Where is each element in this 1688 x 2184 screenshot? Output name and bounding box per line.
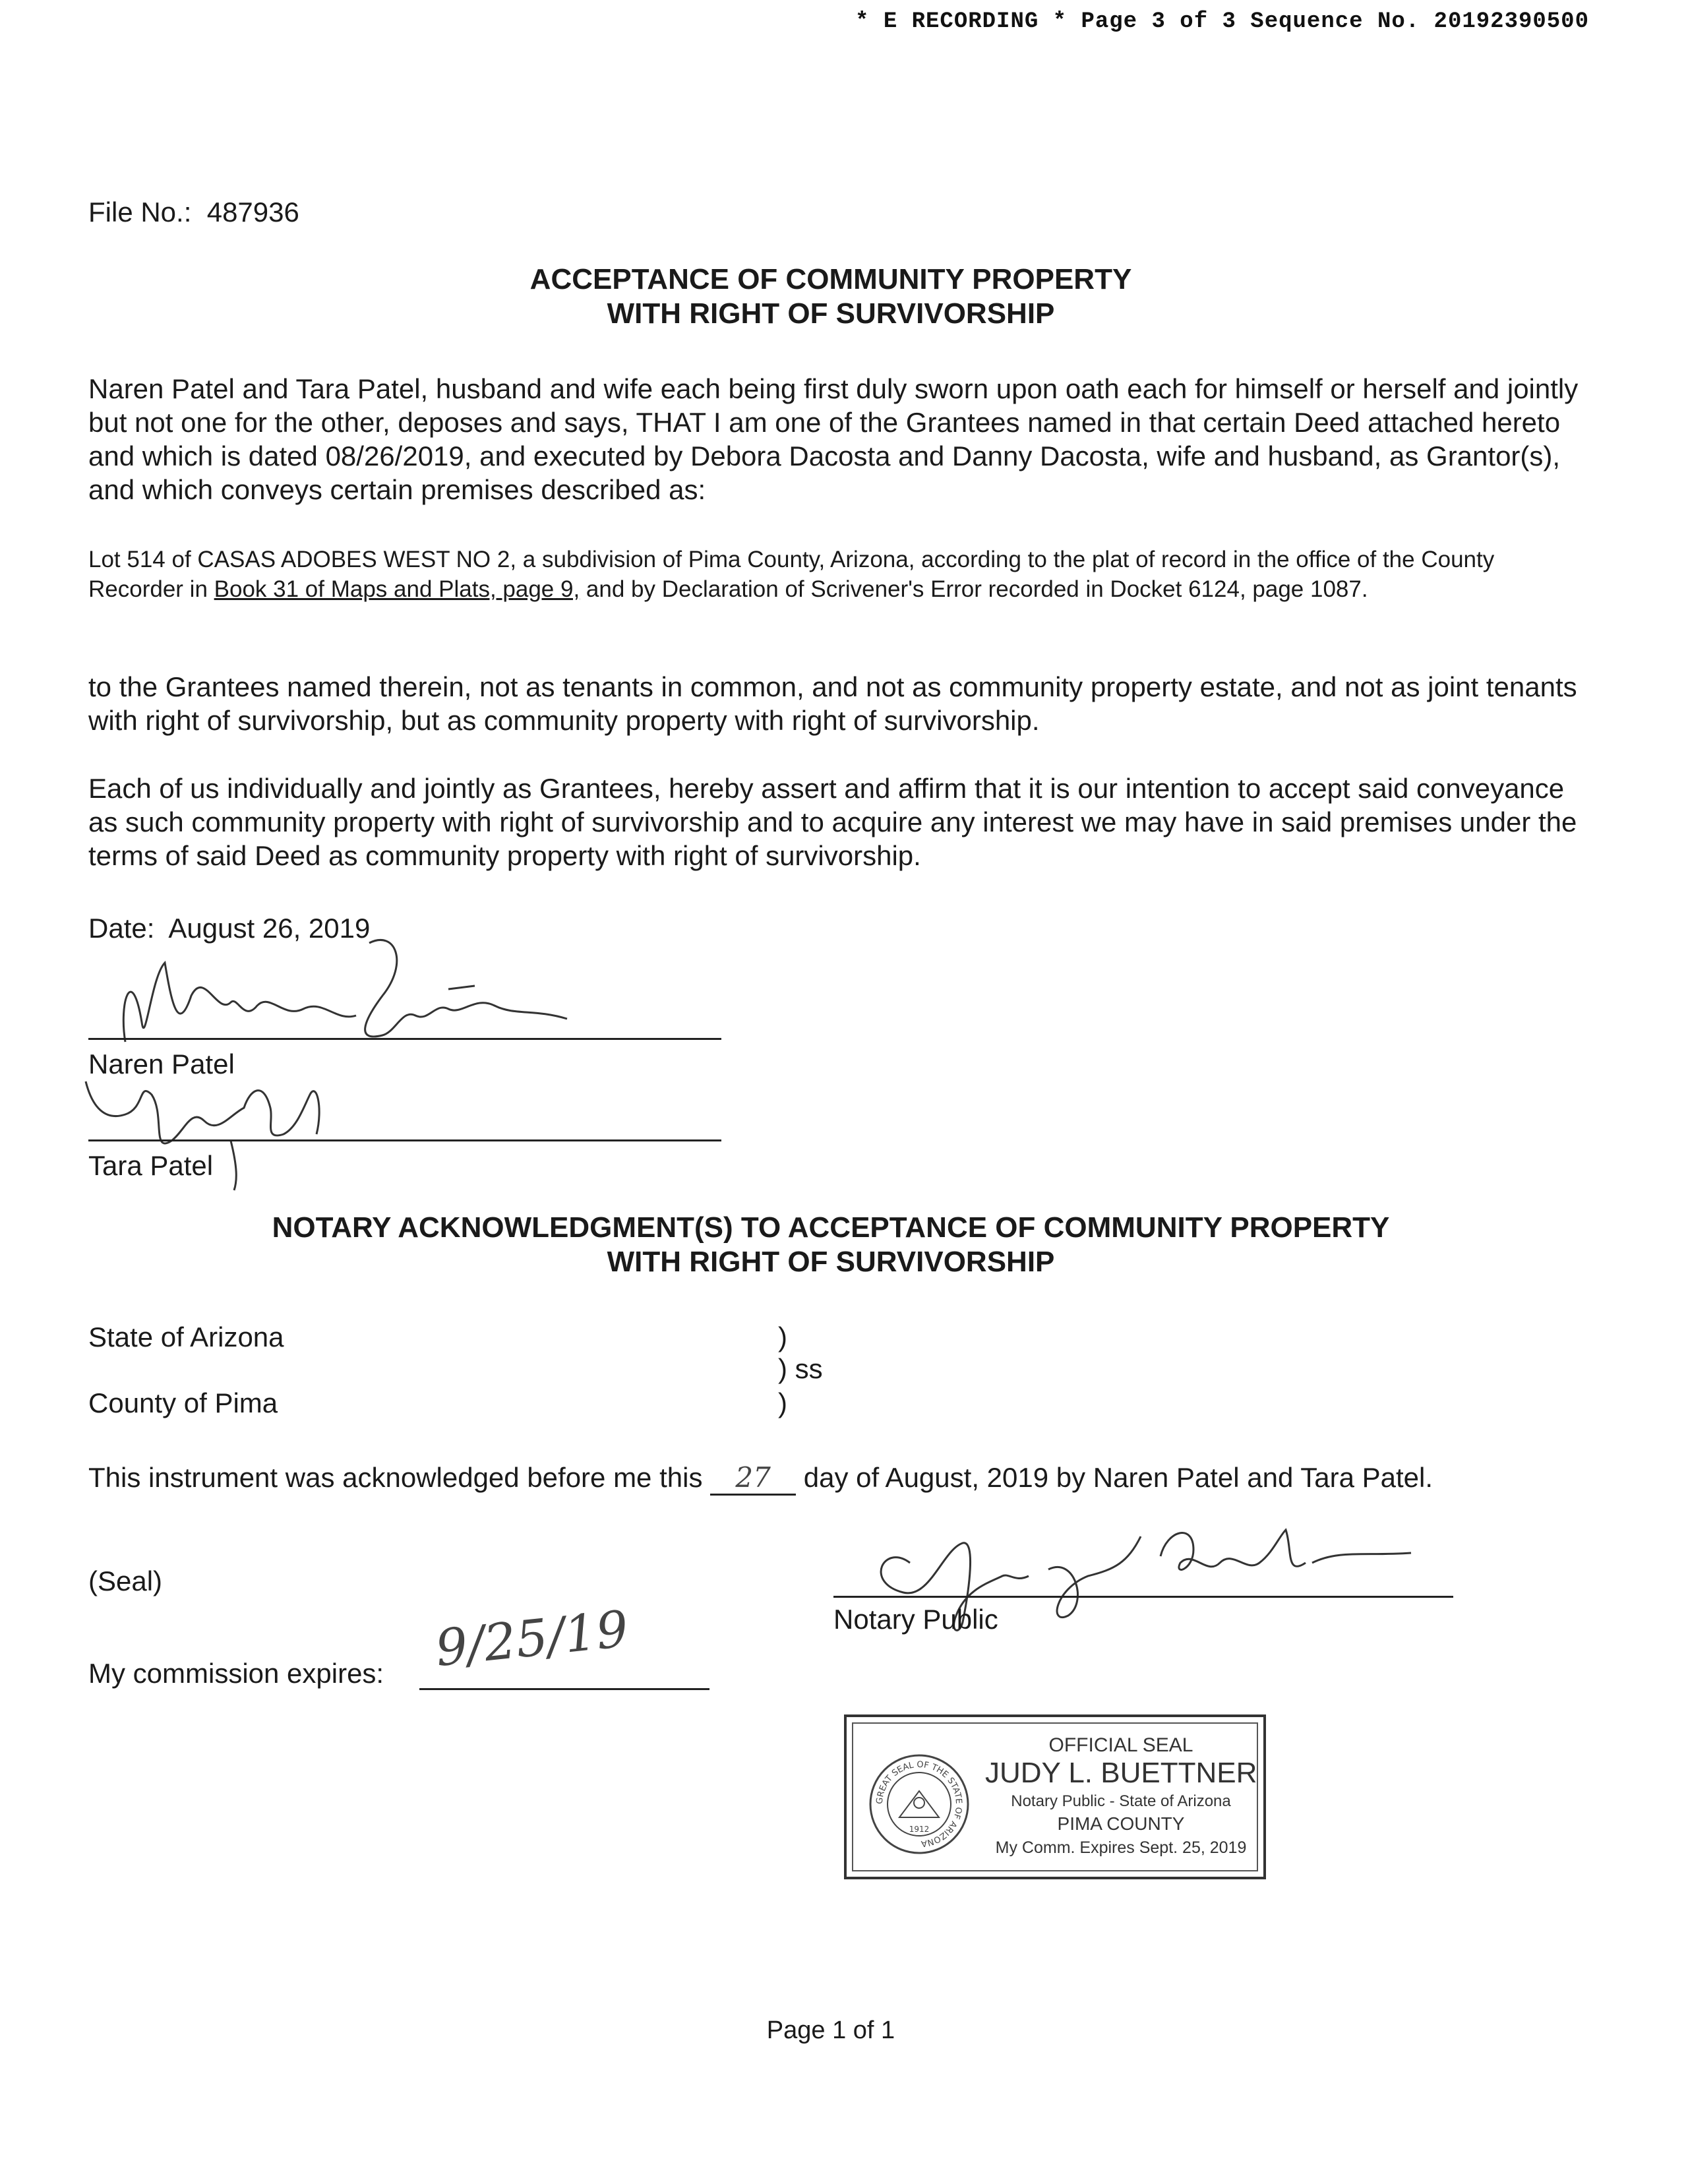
naren-patel-signature: [106, 923, 607, 1055]
notary-title: [0, 1211, 1662, 1279]
venue-state: State of Arizona: [88, 1321, 284, 1352]
date-value: August 26, 2019: [168, 913, 371, 944]
file-number-value: 487936: [206, 197, 299, 228]
ack-day: 27: [710, 1461, 796, 1496]
stamp-expiration: My Comm. Expires Sept. 25, 2019: [995, 1838, 1247, 1857]
legal-text-start: Lot 514 of CASAS ADOBES WEST NO 2, a subdivision of Pima County, Arizona, according to the plat of record in the office of the County Recorder in: [88, 547, 1495, 602]
page-number: Page 1 of 1: [766, 2017, 895, 2044]
book-reference: Book 31 of Maps and Plats, page 9,: [214, 576, 580, 602]
notary-title-line-1: NOTARY ACKNOWLEDGMENT(S) TO ACCEPTANCE OF COMMUNITY PROPERTY: [272, 1211, 1390, 1244]
signer-1-name: Naren Patel: [88, 1048, 235, 1079]
ack-text-end: day of August, 2019 by Naren Patel and Tara Patel.: [803, 1462, 1433, 1493]
venue-county: County of Pima: [88, 1387, 278, 1418]
legal-description: [88, 545, 1585, 604]
file-number-label: File No.:: [88, 197, 192, 228]
legal-text-end: and by Declaration of Scrivener's Error recorded in Docket 6124, page 1087.: [580, 576, 1368, 602]
title-line-2: WITH RIGHT OF SURVIVORSHIP: [607, 297, 1055, 330]
notary-signature-line: [833, 1596, 1453, 1598]
title-line-1: ACCEPTANCE OF COMMUNITY PROPERTY: [529, 263, 1132, 295]
stamp-notary-title: Notary Public - State of Arizona: [1011, 1792, 1231, 1810]
acknowledgment-text: [88, 1461, 1433, 1496]
file-number: [88, 197, 299, 228]
grantees-paragraph: to the Grantees named therein, not as tenants in common, and not as community property estate, and not as joint tenants with right of survivorship, but as community property with right of survivorship.: [88, 671, 1577, 736]
venue-ss: ) ss: [778, 1353, 823, 1384]
stamp-notary-name: JUDY L. BUETTNER: [985, 1757, 1257, 1789]
venue-paren-1: ): [778, 1321, 787, 1352]
commission-label: My commission expires:: [88, 1658, 384, 1689]
signature-line-2: [88, 1139, 721, 1141]
date-label: Date:: [88, 913, 155, 944]
intro-paragraph: Naren Patel and Tara Patel, husband and wife each being first duly sworn upon oath each for himself or herself and jointly but not one for the other, deposes and says, THAT I am one of the Grantees named in that certain Deed attached hereto and which is dated 08/26/2019, and executed by Debora Dacosta and Danny Dacosta, wife and husband, as Grantor(s), and which conveys certain premises described as:: [88, 373, 1579, 505]
ack-text-start: This instrument was acknowledged before me this: [88, 1462, 703, 1493]
commission-line: [419, 1688, 709, 1690]
notary-public-label: Notary Public: [833, 1604, 998, 1635]
venue-paren-2: ): [778, 1387, 787, 1418]
seal-ring-text: GREAT SEAL OF THE STATE OF ARIZONA: [874, 1759, 964, 1849]
state-seal-emblem: [866, 1751, 972, 1857]
stamp-county: PIMA COUNTY: [1057, 1813, 1185, 1834]
seal-label: (Seal): [88, 1565, 163, 1596]
signer-2-name: Tara Patel: [88, 1150, 214, 1181]
recording-header: * E RECORDING * Page 3 of 3 Sequence No. 20192390500: [855, 9, 1589, 34]
signature-line-1: [88, 1038, 721, 1040]
official-seal-stamp: [844, 1714, 1266, 1879]
commission-date: 9/25/19: [433, 1598, 631, 1678]
stamp-official-seal: OFFICIAL SEAL: [1048, 1734, 1193, 1756]
seal-year: 1912: [909, 1825, 930, 1834]
document-title: [0, 262, 1662, 331]
notary-title-line-2: WITH RIGHT OF SURVIVORSHIP: [607, 1246, 1055, 1278]
affirmation-paragraph: Each of us individually and jointly as Grantees, hereby assert and affirm that it is our intention to accept said conveyance as such community property with right of survivorship and to acquire any interest we may have in said premises under the terms of said Deed as community property with right of survivorship.: [88, 773, 1577, 871]
